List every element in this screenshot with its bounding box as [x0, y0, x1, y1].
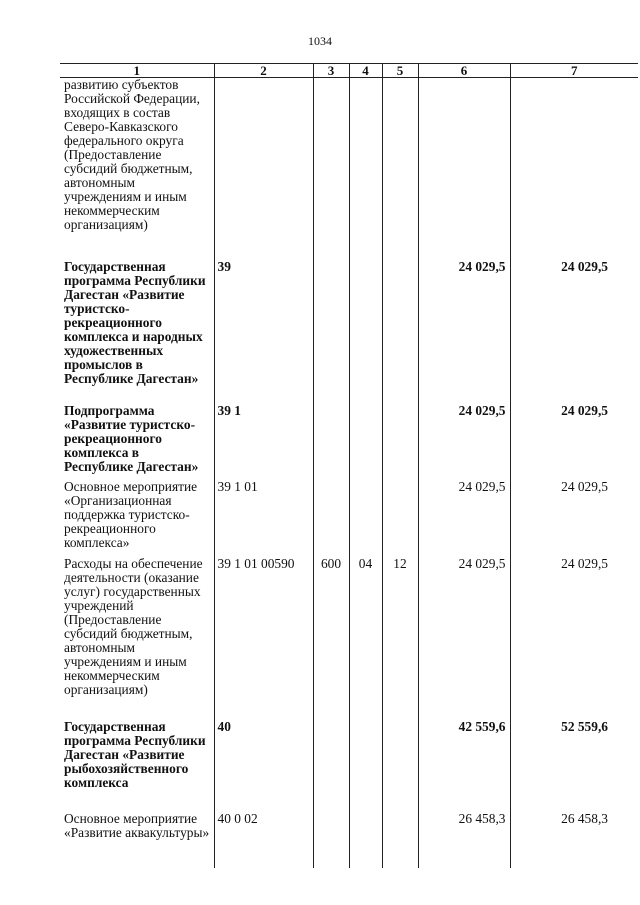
table-row	[60, 260, 638, 404]
row-amount-7: 52 559,6	[510, 720, 638, 812]
row-amount-7: 24 029,5	[510, 404, 638, 480]
row-col3	[313, 720, 349, 812]
header-row	[60, 64, 638, 78]
row-col4: 04	[349, 557, 382, 720]
row-col3	[313, 260, 349, 404]
row-name: Основное мероприятие «Организационная поддержка туристско-рекреационного комплекса»	[64, 478, 198, 550]
column-header-7: 7	[510, 64, 638, 78]
table-row	[60, 812, 638, 868]
row-col5	[382, 720, 418, 812]
table-row	[60, 78, 638, 260]
row-amount-7: 24 029,5	[510, 557, 638, 720]
row-amount-6: 24 029,5	[418, 557, 510, 720]
column-header-1: 1	[60, 64, 214, 78]
row-col5	[382, 404, 418, 480]
row-col3	[313, 78, 349, 260]
table-row	[60, 557, 638, 720]
row-amount-7: 26 458,3	[510, 812, 638, 868]
row-name: Основное мероприятие «Развитие аквакультуры»	[64, 810, 210, 840]
row-col4	[349, 260, 382, 404]
row-name: Подпрограмма «Развитие туристско-рекреационного комплекса в Республике Дагестан»	[64, 402, 199, 474]
row-amount-6	[418, 78, 510, 260]
row-name: Государственная программа Республики Дагестан «Развитие туристско-рекреационного комплекса и народных художественных промыслов в Республике Дагестан»	[64, 258, 206, 386]
row-amount-7	[510, 78, 638, 260]
row-col3	[313, 404, 349, 480]
row-name: развитию субъектов Российской Федерации, входящих в состав Северо-Кавказского федерального округа (Предоставление субсидий бюджетным, автономным учреждениям и иным некоммерческим организациям)	[64, 77, 200, 232]
row-code: 39 1 01 00590	[214, 557, 313, 720]
column-header-4: 4	[349, 64, 382, 78]
row-amount-6: 24 029,5	[418, 260, 510, 404]
row-col3: 600	[313, 557, 349, 720]
row-code: 40	[214, 720, 313, 812]
row-amount-6: 26 458,3	[418, 812, 510, 868]
row-name: Расходы на обеспечение деятельности (оказание услуг) государственных учреждений (Предоставление субсидий бюджетным, автономным учреждениям и иным некоммерческим организациям)	[64, 555, 203, 697]
row-code: 40 0 02	[214, 812, 313, 868]
table-row	[60, 404, 638, 480]
row-col4	[349, 812, 382, 868]
table-row	[60, 480, 638, 557]
row-col4	[349, 78, 382, 260]
row-col5	[382, 260, 418, 404]
column-header-2: 2	[214, 64, 313, 78]
row-code: 39 1 01	[214, 480, 313, 557]
row-col4	[349, 720, 382, 812]
row-amount-7: 24 029,5	[510, 260, 638, 404]
row-col5: 12	[382, 557, 418, 720]
row-code: 39	[214, 260, 313, 404]
row-col4	[349, 480, 382, 557]
column-header-5: 5	[382, 64, 418, 78]
row-col5	[382, 480, 418, 557]
page-number: 1034	[308, 34, 332, 48]
row-amount-6: 42 559,6	[418, 720, 510, 812]
row-col3	[313, 812, 349, 868]
row-col5	[382, 812, 418, 868]
row-col3	[313, 480, 349, 557]
table-row	[60, 720, 638, 812]
row-amount-6: 24 029,5	[418, 480, 510, 557]
row-amount-6: 24 029,5	[418, 404, 510, 480]
row-code	[214, 78, 313, 260]
column-header-3: 3	[313, 64, 349, 78]
row-name: Государственная программа Республики Дагестан «Развитие рыбохозяйственного комплекса	[64, 718, 206, 790]
row-amount-7: 24 029,5	[510, 480, 638, 557]
row-col4	[349, 404, 382, 480]
row-code: 39 1	[214, 404, 313, 480]
column-header-6: 6	[418, 64, 510, 78]
budget-table	[60, 63, 638, 868]
row-col5	[382, 78, 418, 260]
